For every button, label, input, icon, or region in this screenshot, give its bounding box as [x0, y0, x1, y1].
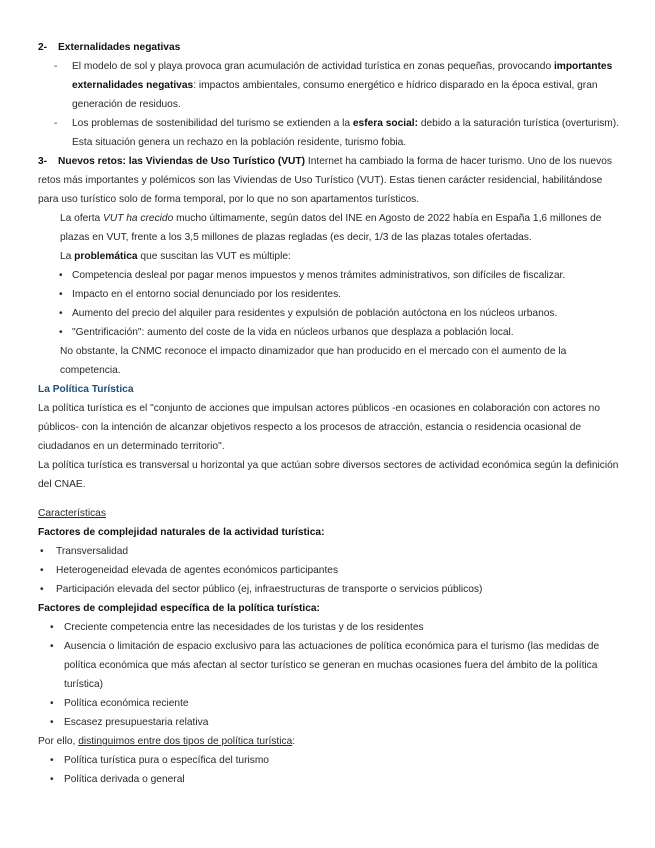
naturales-list: [38, 542, 625, 599]
especifica-title: Factores de complejidad específica de la política turística:: [38, 603, 320, 614]
list-item: • Política turística pura o específica del turismo: [64, 751, 625, 770]
list-item: • Competencia desleal por pagar menos impuestos y menos trámites administrativos, son difíciles de fiscalizar.: [72, 266, 625, 285]
list-item: • Heterogeneidad elevada de agentes económicos participantes: [56, 561, 625, 580]
vut-problems-list: [38, 266, 625, 342]
section-number: 3-: [38, 156, 48, 167]
list-item: • Ausencia o limitación de espacio exclusivo para las actuaciones de política económica para el turismo (las medidas de política económica que más afectan al sector turístico se generan en muchas ocasiones fuera del ámbito de la política turística): [64, 637, 625, 694]
externalities-list: [38, 57, 625, 152]
list-item: - Los problemas de sostenibilidad del turismo se extienden a la esfera social: debido a la saturación turística (overturism). Esta situación genera un rechazo en la población residente, turismo fobia.: [72, 114, 625, 152]
section-intro: Internet ha cambiado la forma de hacer turismo. Uno de los nuevos retos más importantes y polémicos son las Viviendas de Uso Turístico (VUT). Estas tienen carácter residencial, habilitándose para uso turístico solo de forma temporal, por lo que no son apartamentos turísticos.: [38, 156, 612, 205]
politica-heading: La Política Turística: [38, 384, 134, 395]
problematica-text: La problemática que suscitan las VUT es múltiple:: [60, 251, 291, 262]
list-item: - El modelo de sol y playa provoca gran acumulación de actividad turística en zonas pequeñas, provocando importantes externalidades negativas: impactos ambientales, consumo energético e hídrico disparado en la época estival, gran generación de residuos.: [72, 57, 625, 114]
tipos-list: [38, 751, 625, 789]
section-title: Nuevos retos: las Viviendas de Uso Turístico (VUT): [58, 156, 306, 167]
list-item: • Impacto en el entorno social denunciado por los residentes.: [72, 285, 625, 304]
section-number: 2-: [38, 42, 48, 53]
list-item: • Aumento del precio del alquiler para residentes y expulsión de población autóctona en los núcleos urbanos.: [72, 304, 625, 323]
section-2-heading: [38, 38, 625, 57]
caracteristicas-heading: Características: [38, 508, 106, 519]
list-item: • Política derivada o general: [64, 770, 625, 789]
list-item: • Escasez presupuestaria relativa: [64, 713, 625, 732]
list-item: • "Gentrificación": aumento del coste de la vida en núcleos urbanos que desplaza a población local.: [72, 323, 625, 342]
list-item: • Transversalidad: [56, 542, 625, 561]
tipos-intro: Por ello, distinguimos entre dos tipos de política turística:: [38, 736, 296, 747]
cnmc-paragraph: No obstante, la CNMC reconoce el impacto dinamizador que han producido en el mercado con el aumento de la competencia.: [60, 346, 567, 376]
section-title: Externalidades negativas: [58, 42, 181, 53]
naturales-title: Factores de complejidad naturales de la actividad turística:: [38, 527, 325, 538]
oferta-text: La oferta VUT ha crecido mucho últimamente, según datos del INE en Agosto de 2022 había en España 1,6 millones de plazas en VUT, frente a los 3,5 millones de plazas regladas (es decir, 1/3 de las plazas totales ofertadas.: [60, 213, 602, 243]
list-item: • Participación elevada del sector público (ej, infraestructuras de transporte o servicios públicos): [56, 580, 625, 599]
list-item: • Creciente competencia entre las necesidades de los turistas y de los residentes: [64, 618, 625, 637]
especifica-list: [38, 618, 625, 732]
list-item: • Política económica reciente: [64, 694, 625, 713]
politica-definition: La política turística es el "conjunto de acciones que impulsan actores públicos -en ocasiones en colaboración con actores no públicos- con la intención de alcanzar objetivos respecto a los procesos de atracción, estancia o residencia ocasional de ciudadanos en un determinado territorio".: [38, 403, 600, 452]
politica-transversal: La política turística es transversal u horizontal ya que actúan sobre diversos sectores de actividad económica según la definición del CNAE.: [38, 460, 619, 490]
